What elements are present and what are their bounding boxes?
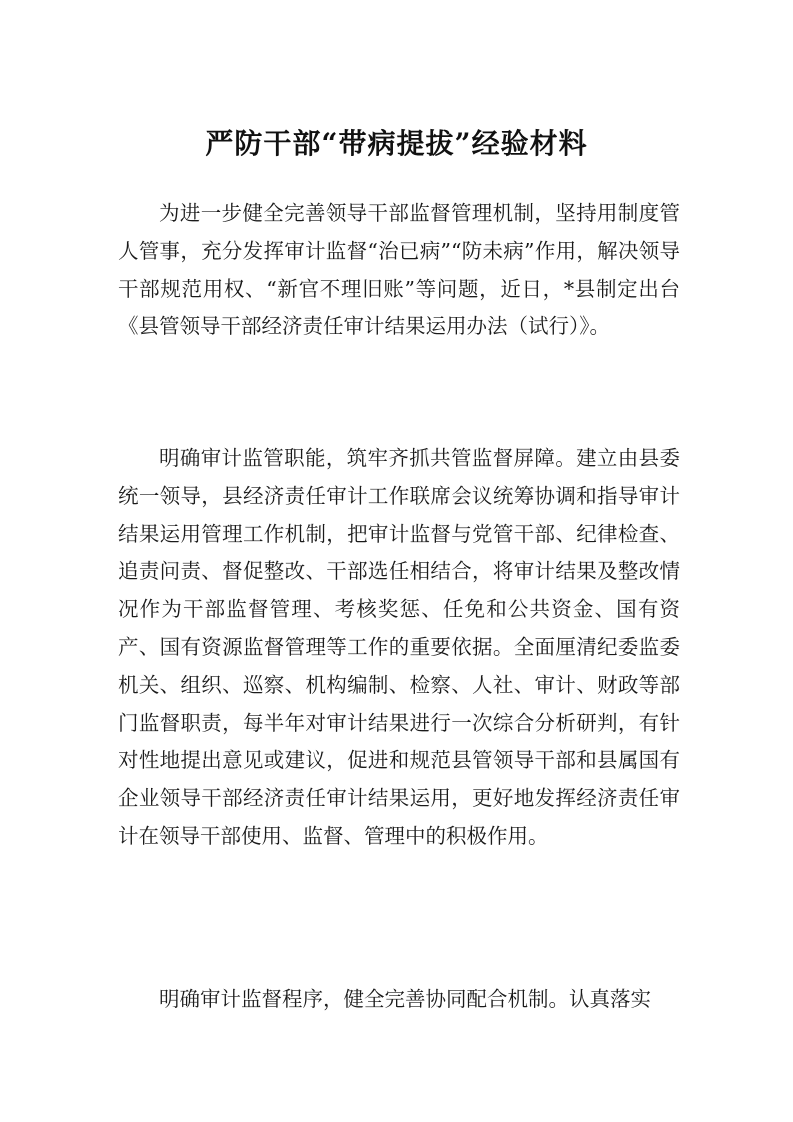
paragraph-intro: 为进一步健全完善领导干部监督管理机制，坚持用制度管人管事，充分发挥审计监督“治已病”“防未病”作用，解决领导干部规范用权、“新官不理旧账”等问题，近日，*县制定出台《县管领导干部经济责任审计结果运用办法（试行）》。 [118,201,680,339]
paragraph-audit-procedures: 明确审计监督程序，健全完善协同配合机制。认真落实 [159,987,651,1011]
paragraph-audit-duties: 明确审计监管职能，筑牢齐抓共管监督屏障。建立由县委统一领导，县经济责任审计工作联席会议统筹协调和指导审计结果运用管理工作机制，把审计监督与党管干部、纪律检查、追责问责、督促整改、干部选任相结合，将审计结果及整改情况作为干部监督管理、考核奖惩、任免和公共资金、国有资产、国有资源监督管理等工作的重要依据。全面厘清纪委监委机关、组织、巡察、机构编制、检察、人社、审计、财政等部门监督职责，每半年对审计结果进行一次综合分析研判，有针对性地提出意见或建议，促进和规范县管领导干部和县属国有企业领导干部经济责任审计结果运用，更好地发挥经济责任审计在领导干部使用、监督、管理中的积极作用。 [118,446,680,848]
document-title: 严防干部“带病提拔”经验材料 [205,127,588,160]
